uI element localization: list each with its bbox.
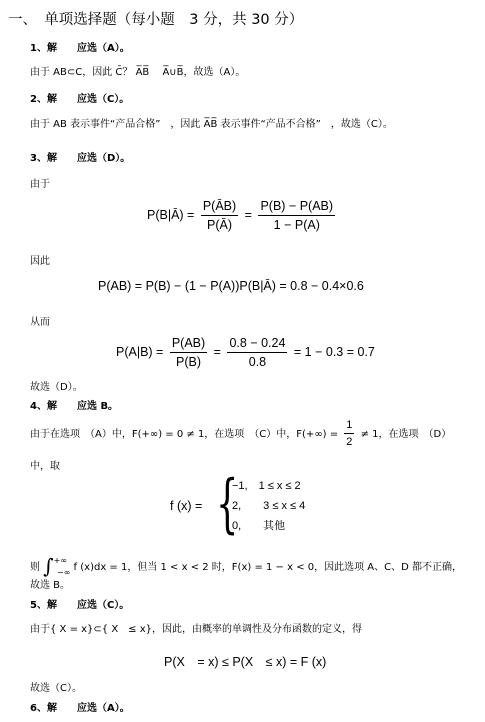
q5-text: 由于{ X = x}⊂{ X ≤ x}，因此，由概率的单调性及分布函数的定义，得 [30, 624, 363, 635]
q5-heading: 5、解 应选（C）。 [30, 600, 130, 611]
q3-equation-1 [147, 200, 338, 231]
q3-equation-2: P(AB) = P(B) − (1 − P(A))P(B|Ā) = 0.8 − 0.4×0.6 [98, 279, 364, 293]
q4-case-2: 2, 3 ≤ x ≤ 4 [232, 500, 306, 512]
q3-equation-3 [116, 337, 375, 368]
q3-given: 由于 [30, 179, 50, 190]
eq3-fraction-1 [170, 337, 207, 368]
q1-text: 由于 AB⊂C，因此 C̄？ A̅B̅ A̅∪B̅，故选（A）。 [30, 67, 246, 78]
eq1-fraction-2 [258, 200, 335, 231]
q4-conclusion: 故选 B。 [30, 580, 71, 591]
q4-line-1 [30, 420, 451, 448]
integral-lower-limit: −∞ [56, 568, 71, 577]
eq3-f2-numerator: 0.8 − 0.24 [227, 337, 287, 353]
eq3-f1-denominator: P(B) [176, 354, 202, 369]
section-title: 一、 单项选择题（每小题 3 分，共 30 分） [8, 12, 304, 28]
q3-hence: 从而 [30, 317, 50, 328]
q3-conclusion: 故选（D）。 [30, 382, 83, 393]
eq1-equals: = [244, 207, 252, 222]
q4-heading: 4、解 应选 B。 [30, 401, 119, 412]
q4-case-3: 0, 其他 [232, 520, 286, 532]
eq1-fraction-1 [201, 200, 238, 231]
half-denominator: 2 [346, 436, 353, 448]
q4-line-3-b: f (x)dx = 1，但当 1 < x < 2 时，F(x) = 1 − x < 0，因此选项 A、C、D 都不正确， [73, 562, 463, 573]
q4-line-1-b: ≠ 1，在选项 （D） [360, 429, 452, 440]
q4-line-1-a: 由于在选项 （A）中，F(+∞) = 0 ≠ 1，在选项 （C）中，F(+∞) = [30, 429, 339, 440]
integral-upper-limit: +∞ [53, 556, 67, 565]
eq1-f2-numerator: P(B) − P(AB) [258, 200, 335, 216]
half-numerator: 1 [344, 420, 354, 434]
q4-f-lhs: f (x) = [170, 499, 203, 513]
eq3-rhs: = 1 − 0.3 = 0.7 [293, 344, 375, 359]
eq1-f1-numerator: P(ĀB) [201, 200, 238, 216]
integral-sign-icon: ∫ [43, 554, 54, 578]
q5-equation: P(X = x) ≤ P(X ≤ x) = F (x) [164, 655, 327, 669]
q3-therefore: 因此 [30, 256, 50, 267]
q4-line-3-a: 则 [30, 562, 40, 573]
q2-text: 由于 AB 表示事件“产品合格” ，因此 A̅B̅ 表示事件“产品不合格” ，故选（C）。 [30, 119, 393, 130]
q4-case-1: −1, 1 ≤ x ≤ 2 [232, 480, 301, 492]
q1-heading: 1、解 应选（A）。 [30, 43, 130, 54]
q4-line-2: 中，取 [30, 461, 60, 472]
q5-conclusion: 故选（C）。 [30, 683, 82, 694]
q6-heading: 6、解 应选（A）。 [30, 703, 130, 714]
eq1-lhs: P(B|Ā) = [147, 207, 195, 222]
q3-heading: 3、解 应选（D）。 [30, 153, 131, 164]
eq1-f2-denominator: 1 − P(A) [273, 217, 320, 232]
q4-line-3 [30, 553, 463, 578]
q4-half-fraction [344, 420, 354, 448]
eq3-fraction-2 [227, 337, 287, 368]
eq3-equals: = [213, 344, 221, 359]
q2-heading: 2、解 应选（C）。 [30, 94, 130, 105]
q4-piecewise-brace: { [216, 467, 239, 541]
eq3-lhs: P(A|B) = [116, 344, 164, 359]
eq1-f1-denominator: P(Ā) [207, 217, 233, 232]
eq3-f1-numerator: P(AB) [170, 337, 207, 353]
eq3-f2-denominator: 0.8 [248, 354, 267, 369]
